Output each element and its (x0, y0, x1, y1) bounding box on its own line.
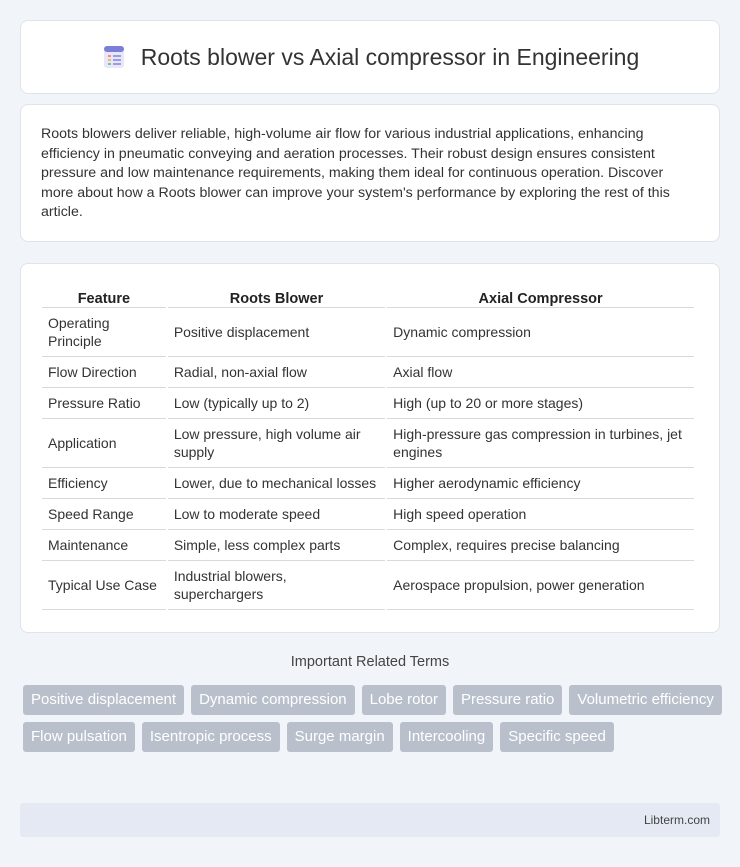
feature-cell: Typical Use Case (42, 561, 166, 610)
axial-compressor-cell: High (up to 20 or more stages) (387, 388, 694, 419)
axial-compressor-cell: High-pressure gas compression in turbines, jet engines (387, 419, 694, 468)
title-card (20, 20, 720, 94)
roots-blower-cell: Low (typically up to 2) (168, 388, 385, 419)
roots-blower-cell: Industrial blowers, superchargers (168, 561, 385, 610)
related-term-tag[interactable]: Isentropic process (142, 722, 280, 752)
related-term-tag[interactable]: Volumetric efficiency (569, 685, 721, 715)
roots-blower-cell: Positive displacement (168, 308, 385, 357)
feature-cell: Flow Direction (42, 357, 166, 388)
page-title: Roots blower vs Axial compressor in Engineering (140, 43, 640, 70)
roots-blower-cell: Simple, less complex parts (168, 530, 385, 561)
feature-cell: Application (42, 419, 166, 468)
axial-compressor-cell: High speed operation (387, 499, 694, 530)
axial-compressor-cell: Complex, requires precise balancing (387, 530, 694, 561)
footer-site-link[interactable]: Libterm.com (643, 813, 710, 827)
table-row (42, 357, 694, 388)
roots-blower-cell: Low pressure, high volume air supply (168, 419, 385, 468)
related-term-tag[interactable]: Intercooling (400, 722, 494, 752)
footer (20, 803, 720, 837)
column-header: Roots Blower (168, 284, 385, 308)
axial-compressor-cell: Axial flow (387, 357, 694, 388)
document-icon (101, 44, 127, 70)
table-row (42, 530, 694, 561)
table-header-row (42, 284, 694, 308)
intro-card (20, 104, 720, 242)
table-row (42, 499, 694, 530)
related-term-tag[interactable]: Lobe rotor (362, 685, 446, 715)
roots-blower-cell: Lower, due to mechanical losses (168, 468, 385, 499)
related-term-tag[interactable]: Pressure ratio (453, 685, 562, 715)
table-row (42, 561, 694, 610)
axial-compressor-cell: Aerospace propulsion, power generation (387, 561, 694, 610)
table-row (42, 388, 694, 419)
feature-cell: Maintenance (42, 530, 166, 561)
related-terms-heading: Important Related Terms (290, 654, 450, 670)
feature-cell: Pressure Ratio (42, 388, 166, 419)
feature-cell: Efficiency (42, 468, 166, 499)
column-header: Axial Compressor (387, 284, 694, 308)
feature-cell: Operating Principle (42, 308, 166, 357)
comparison-table (40, 284, 696, 610)
related-term-tag[interactable]: Positive displacement (23, 685, 184, 715)
table-row (42, 308, 694, 357)
axial-compressor-cell: Higher aerodynamic efficiency (387, 468, 694, 499)
related-term-tag[interactable]: Flow pulsation (23, 722, 135, 752)
related-term-tag[interactable]: Surge margin (287, 722, 393, 752)
comparison-table-card (20, 263, 720, 633)
intro-text: Roots blowers deliver reliable, high-volume air flow for various industrial applications, enhancing efficiency in pneumatic conveying and aeration processes. Their robust design ensures consistent pressure and low maintenance requirements, making them ideal for continuous operation. Discover more about how a Roots blower can improve your system's performance by exploring the rest of this article. (41, 126, 670, 221)
column-header: Feature (42, 284, 166, 308)
related-term-tag[interactable]: Specific speed (500, 722, 614, 752)
roots-blower-cell: Radial, non-axial flow (168, 357, 385, 388)
related-terms-list (23, 685, 723, 752)
axial-compressor-cell: Dynamic compression (387, 308, 694, 357)
roots-blower-cell: Low to moderate speed (168, 499, 385, 530)
table-row (42, 419, 694, 468)
feature-cell: Speed Range (42, 499, 166, 530)
related-term-tag[interactable]: Dynamic compression (191, 685, 355, 715)
table-row (42, 468, 694, 499)
